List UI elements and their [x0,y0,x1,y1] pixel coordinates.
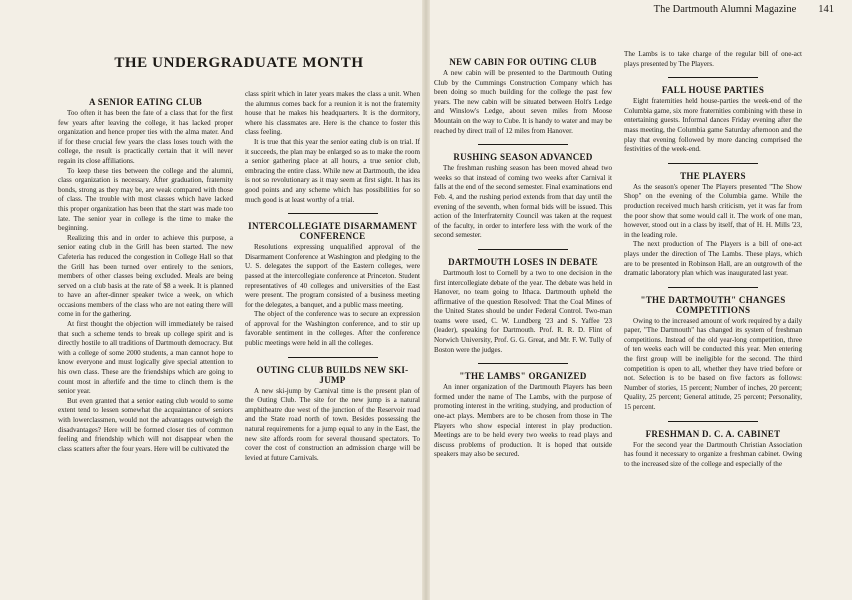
article-section [245,357,420,464]
article-heading: FRESHMAN D. C. A. CABINET [645,428,781,439]
article-paragraph: To keep these ties between the college and the alumni, class organization is necessary. After graduation, fraternity bonds, strong as they may be, are weak compared with those of class. The trouble with most classes which have lacked this proper organization has been that the start was made too late. The senior year in college is the time to make the beginning. [58,166,233,233]
article-section [434,249,612,355]
right-page [426,0,852,600]
article-heading: DARTMOUTH LOSES IN DEBATE [448,256,598,267]
article-heading: THE PLAYERS [680,170,746,181]
article-paragraph: An inner organization of the Dartmouth Players has been formed under the name of The Lambs, with the purpose of promoting interest in the writing, studying, and production of one-act plays. Members are to be chosen from those in The Players who show especial interest in play production. Meetings are to be held every two weeks to read plays and discuss problems of production. It is hoped that outside speakers may also be secured. [434,383,612,459]
article-heading: FALL HOUSE PARTIES [661,85,765,96]
article-paragraph: Eight fraternities held house-parties the week-end of the Columbia game, six more fraternities combining with these in entertaining guests. Informal dances Friday evening after the mass meeting, the Columbia game Saturday afternoon and the play that evening followed by more dancing comprised the festivities of the week-end. [624,97,802,154]
article-section [624,50,802,69]
article-paragraph: Realizing this and in order to achieve this purpose, a senior eating club in the Grill has been started. The new Cafeteria has reduced the congestion in College Hall so that the Grill has been turned over entirely to the seniors, members of other classes being excluded. Meals are being served on a club basis at the rate of $8 a week. It is planned to have an after-dinner speaker twice a week, on which occasions members of the class who are not eating there will come in for the gathering. [58,233,233,319]
right-column-1 [434,50,612,469]
article-section [624,287,802,413]
article-section [624,163,802,279]
article-paragraph: Resolutions expressing unqualified approval of the Disarmament Conference at Washington and pledging to the U. S. delegates the support of the Eastern colleges, were passed at the intercollegiate conference at Princeton. Student representatives of 40 colleges and universities of the East were present. The program consisted of a business meeting for the delegates, a banquet, and a public mass meeting. [245,243,420,309]
article-paragraph: A new cabin will be presented to the Dartmouth Outing Club by the Cummings Construction Company which has been doing so much building for the college the past few years. The new cabin will be situated between Holt's Ledge and Winslow's Ledge, about seven miles from Moose Mountain on the way to Cube. It is handy to water and may be reached by direct trail of 12 miles from Hanover. [434,69,612,135]
article-paragraph: A new ski-jump by Carnival time is the present plan of the Outing Club. The site for the new jump is a natural amphitheatre due west of the junction of the Reservoir road and the State road north of town. Besides possessing the natural requirements for a jump equal to any in the East, the new site affords room for several thousand spectators. To cover the cost of construction an admission charge will be levied at future Carnivals. [245,386,420,462]
article-section [245,213,420,349]
article-paragraph: It is true that this year the senior eating club is on trial. If it succeeds, the plan may be enlarged so as to make the room a senior gathering place at all hours, a true senior club, embracing the entire class. While new at Dartmouth, the idea is not so revolutionary as it may seem at first sight. It has its good points and any scheme which has possibilities for so much good is at least worthy of a trial. [245,137,420,204]
article-section [58,97,233,454]
article-heading: INTERCOLLEGIATE DISARMAMENT CONFERENCE [248,221,417,242]
section-divider [478,249,568,250]
page-title: THE UNDERGRADUATE MONTH [114,55,364,71]
article-section [245,90,420,205]
article-paragraph: As the season's opener The Players presented "The Show Shop" on the evening of the Columbia game. While the production received much harsh criticism, yet it was far from the poor show that some would call it. The work of one man, however, stood out in a class by itself, that of H. H. Mills '23, in the leading role. [624,182,802,239]
article-paragraph: For the second year the Dartmouth Christian Association has found it necessary to organize a freshman cabinet. Owing to the increased size of the college and especially of the [624,440,802,468]
magazine-name: The Dartmouth Alumni Magazine [653,4,797,15]
article-paragraph: At first thought the objection will immediately be raised that such a scheme tends to break up college spirit and is directly hostile to all traditions of Dartmouth democracy. But with a college of some 2000 students, a man cannot hope to know everyone and must logically give special attention to his own class. These are the friendships which are going to count most in afterlife and the time to clinch them is the senior year. [58,320,233,396]
section-divider [478,144,568,145]
article-paragraph: Dartmouth lost to Cornell by a two to one decision in the first intercollegiate debate of the year. The debate was held in Hanover, no team going to Ithaca. Dartmouth upheld the affirmative of the question Resolved: That the Coal Mines of the United States should be under Federal Control. Two-man teams were used, C. W. Lundberg '23 and S. Yaffee '23 (leader), speaking for Dartmouth. Prof. R. R. D. Flint of Norwich University, Prof. G. G. Great, and Mr. F. W. Tully of Boston were the judges. [434,268,612,354]
article-heading: "THE LAMBS" ORGANIZED [459,371,587,382]
section-divider [668,421,758,422]
section-divider [668,77,758,78]
right-column-2 [624,50,802,469]
left-column-1 [58,90,233,463]
article-heading: A SENIOR EATING CLUB [88,97,203,107]
section-divider [288,357,378,358]
running-header [654,4,834,15]
article-paragraph: The Lambs is to take charge of the regular bill of one-act plays presented by The Players. [624,50,802,68]
section-divider [668,287,758,288]
article-paragraph: Too often it has been the fate of a class that for the first few years after leaving the college, it has lacked proper organization and hence proper ties with the alma mater. And if for these crucial few years the class loses touch with the college, the result is practically certain that it will never regain its close affiliations. [58,109,233,165]
article-section [624,77,802,155]
section-divider [478,363,568,364]
section-divider [288,213,378,214]
article-paragraph: But even granted that a senior eating club would to some extent tend to lessen somewhat the acquaintance of seniors with lowerclassmen, would not the advantages outweigh the disadvantages? Here will be formed closer ties of common feeling and friendship which will not disappear when the class scatters after the four years. Here will be cultivated the [58,396,233,453]
article-paragraph: Owing to the increased amount of work required by a daily paper, "The Dartmouth" has changed its system of freshman competitions. Instead of the old year-long competition, three of ten weeks each will be conducted this year. Men entering the first group will be ineligible for the second. The third competition is open to all, whether they have tried before or not. Selection is to be based on five factors as follows: Number of stories, 15 percent; Number of inches, 20 percent; Quality, 25 percent; General attitude, 25 percent; Personality, 15 percent. [624,316,802,412]
page-number: 141 [818,4,834,15]
article-paragraph: The freshman rushing season has been moved ahead two weeks so that instead of coming two weeks after Carnival it falls at the end of the second semester. Final examinations end Feb. 4, and the rushing period extends from that day until the evening of the seventh, when formal bids will be issued. This action of the Interfraternity Council was taken at the request of the faculty, in order to interfere less with the work of the second semester. [434,164,612,240]
article-paragraph: The object of the conference was to secure an expression of approval for the Washington conference, and to stir up favorable sentiment in the colleges. After the conference public meetings were held in all the colleges. [245,310,420,348]
left-column-2 [245,90,420,463]
article-heading: OUTING CLUB BUILDS NEW SKI-JUMP [256,364,409,385]
article-paragraph: class spirit which in later years makes the class a unit. When the alumnus comes back for a reunion it is not the fraternity house that he makes his headquarters. It is the dormitory, where his classmates are. Here is the chance to foster this class feeling. [245,90,420,137]
article-section [434,144,612,241]
article-heading: "THE DARTMOUTH" CHANGES COMPETITIONS [640,294,786,315]
article-section [624,421,802,470]
article-paragraph: The next production of The Players is a bill of one-act plays under the direction of The Lambs. These plays, which are to be presented in Robinson Hall, are an outgrowth of the dramatic laboratory plan which was inaugurated last year. [624,240,802,278]
article-heading: RUSHING SEASON ADVANCED [453,152,593,163]
article-section [434,363,612,460]
section-divider [668,163,758,164]
article-section [434,57,612,136]
article-heading: NEW CABIN FOR OUTING CLUB [449,57,597,67]
